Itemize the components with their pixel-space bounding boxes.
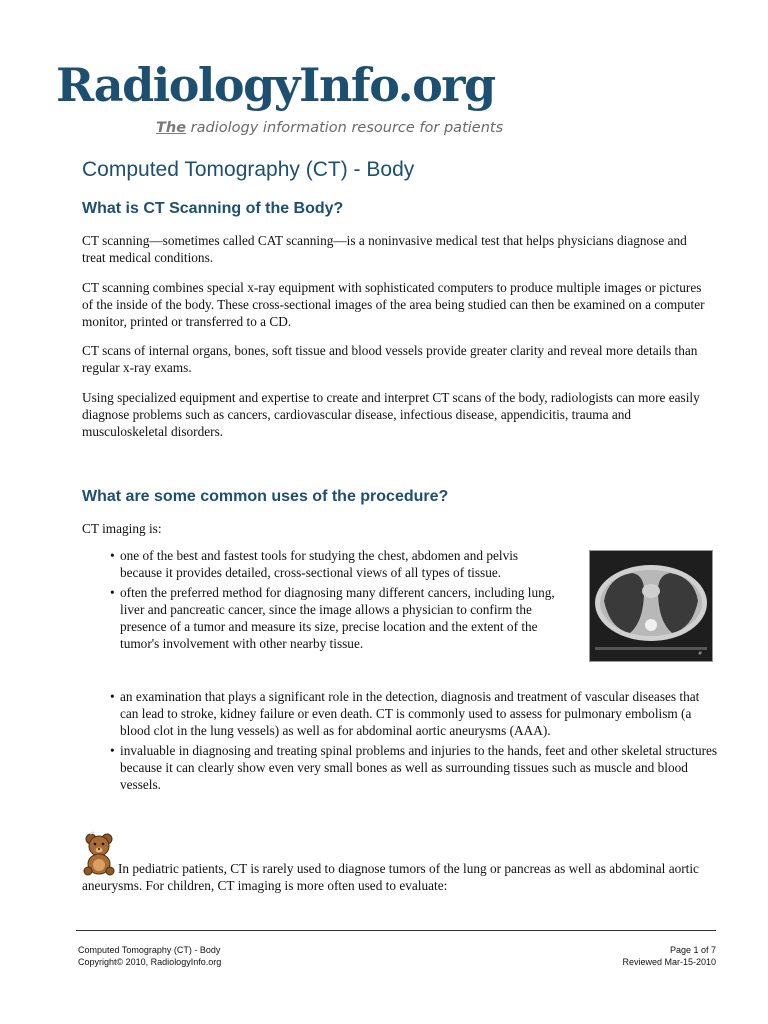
ct-chest-scan-image [589, 550, 713, 662]
page-number: Page 1 of 7 [669, 945, 716, 955]
footer-doc-title: Computed Tomography (CT) - Body [78, 945, 221, 955]
list-item: • often the preferred method for diagnosing many different cancers, including lung, liver and pancreatic cancer, since the image allows a physician to confirm the presence of a tumor and measure its size, precise location and the extent of the tumor's involvement with other nearby tissue. [110, 584, 555, 652]
list-item: • invaluable in diagnosing and treating spinal problems and injuries to the hands, feet and other skeletal structures because it can clearly show even very small bones as well as surrounding tissues such as muscle and blood vessels. [110, 742, 720, 793]
svg-text:#: # [698, 651, 703, 657]
footer-copyright: Copyright© 2010, RadiologyInfo.org [78, 957, 222, 967]
site-logo [56, 56, 504, 136]
paragraph: CT scanning—sometimes called CAT scanning—is a noninvasive medical test that helps physicians diagnose and treat medical conditions. [82, 233, 687, 265]
uses-list-upper [110, 547, 555, 652]
reviewed-date: Reviewed Mar-15-2010 [622, 957, 716, 967]
section-heading-common-uses: What are some common uses of the procedure? [82, 488, 449, 505]
uses-list-lower [110, 688, 720, 793]
section-heading-what-is-ct: What is CT Scanning of the Body? [82, 200, 344, 217]
footer-divider [76, 930, 716, 931]
list-item: • one of the best and fastest tools for studying the chest, abdomen and pelvis because it provides detailed, cross-sectional views of all types of tissue. [110, 547, 555, 581]
footer-right [622, 944, 716, 968]
logo-wordmark: RadiologyInfo.org [56, 58, 495, 112]
page-title: Computed Tomography (CT) - Body [82, 158, 415, 181]
pediatric-paragraph: In pediatric patients, CT is rarely used to diagnose tumors of the lung or pancreas as well as abdominal aortic aneurysms. For children, CT imaging is more often used to evaluate: [82, 861, 699, 893]
footer-left [78, 944, 221, 968]
paragraph: CT scanning combines special x-ray equipment with sophisticated computers to produce multiple images or pictures of the inside of the body. These cross-sectional images of the area being studied can then be examined on a computer monitor, printed or transferred to a CD. [82, 280, 705, 329]
paragraph: CT scans of internal organs, bones, soft tissue and blood vessels provide greater clarity and reveal more details than regular x-ray exams. [82, 343, 698, 375]
paragraph: Using specialized equipment and expertise to create and interpret CT scans of the body, radiologists can more easily diagnose problems such as cancers, cardiovascular disease, infectious disease, appendicitis, trauma and musculoskeletal disorders. [82, 390, 700, 439]
list-intro: CT imaging is: [82, 521, 162, 536]
logo-tagline: The radiology information resource for patients [156, 120, 504, 136]
list-item: • an examination that plays a significant role in the detection, diagnosis and treatment of vascular diseases that can lead to stroke, kidney failure or even death. CT is commonly used to assess for pulmonary embolism (a blood clot in the lung vessels) as well as for abdominal aortic aneurysms (AAA). [110, 688, 720, 739]
